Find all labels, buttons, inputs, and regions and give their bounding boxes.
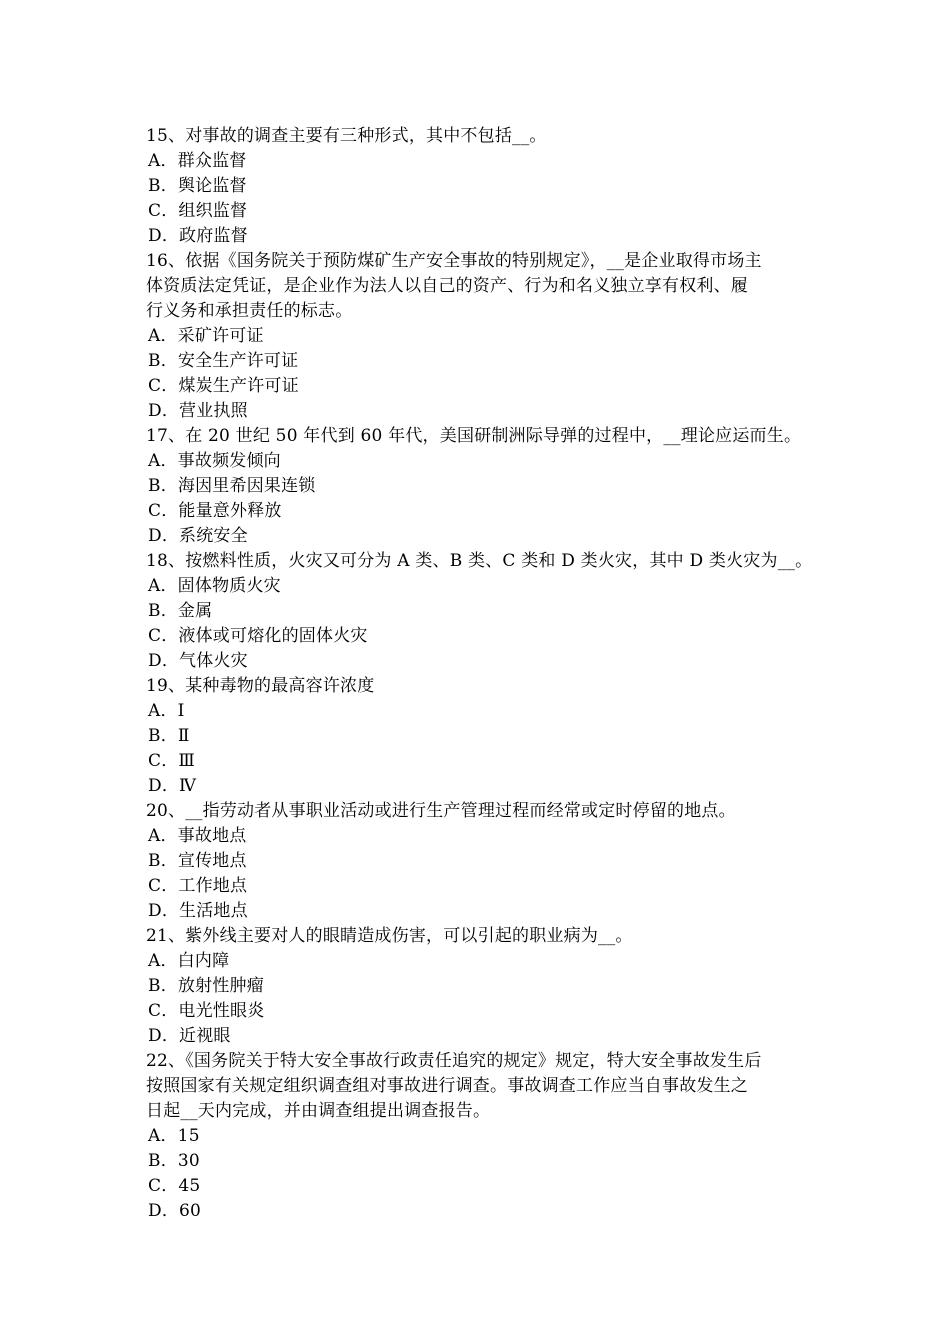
option-d: D．生活地点 [148, 901, 248, 921]
option-c: C．液体或可熔化的固体火灾 [148, 626, 368, 646]
question-22 [146, 1049, 814, 1224]
option-c: C．电光性眼炎 [148, 1001, 265, 1021]
question-19 [146, 674, 814, 799]
option-c: C．能量意外释放 [148, 501, 282, 521]
question-21 [146, 924, 814, 1049]
option-b: B．安全生产许可证 [148, 351, 299, 371]
option-a: A．白内障 [148, 951, 230, 971]
option-c: C．煤炭生产许可证 [148, 376, 299, 396]
option-a: A．Ⅰ [148, 701, 185, 721]
question-text: 19、某种毒物的最高容许浓度 [146, 676, 375, 696]
option-c: C．Ⅲ [148, 751, 196, 771]
question-text: 日起__天内完成，并由调查组提出调查报告。 [146, 1101, 491, 1121]
option-d: D．近视眼 [148, 1026, 231, 1046]
option-c: C．工作地点 [148, 876, 248, 896]
option-d: D．营业执照 [148, 401, 248, 421]
option-a: A．15 [148, 1126, 200, 1146]
option-a: A．固体物质火灾 [148, 576, 281, 596]
option-c: C．45 [148, 1176, 201, 1196]
option-d: D．系统安全 [148, 526, 248, 546]
question-text: 16、依据《国务院关于预防煤矿生产安全事故的特别规定》，__是企业取得市场主 [146, 251, 762, 271]
question-20 [146, 799, 814, 924]
question-text: 22、《国务院关于特大安全事故行政责任追究的规定》规定，特大安全事故发生后 [146, 1051, 762, 1071]
question-18 [146, 549, 814, 674]
option-a: A．采矿许可证 [148, 326, 264, 346]
option-a: A．群众监督 [148, 151, 247, 171]
option-d: D．60 [148, 1201, 202, 1221]
option-c: C．组织监督 [148, 201, 248, 221]
option-b: B．宣传地点 [148, 851, 247, 871]
option-d: D．政府监督 [148, 226, 248, 246]
question-text: 21、紫外线主要对人的眼睛造成伤害，可以引起的职业病为__。 [146, 926, 633, 946]
option-b: B．30 [148, 1151, 200, 1171]
question-text: 15、对事故的调查主要有三种形式，其中不包括__。 [146, 126, 547, 146]
question-text: 20、__指劳动者从事职业活动或进行生产管理过程而经常或定时停留的地点。 [146, 801, 736, 821]
option-b: B．Ⅱ [148, 726, 190, 746]
question-text: 17、在 20 世纪 50 年代到 60 年代，美国研制洲际导弹的过程中，__理论应运而生。 [146, 426, 802, 446]
option-a: A．事故地点 [148, 826, 247, 846]
question-15 [146, 124, 814, 249]
option-d: D．气体火灾 [148, 651, 248, 671]
option-b: B．舆论监督 [148, 176, 247, 196]
document-page [146, 124, 814, 1224]
option-b: B．金属 [148, 601, 213, 621]
option-a: A．事故频发倾向 [148, 451, 281, 471]
question-text: 行义务和承担责任的标志。 [146, 301, 353, 321]
question-text: 18、按燃料性质，火灾又可分为 A 类、B 类、C 类和 D 类火灾，其中 D 类火灾为__。 [146, 551, 813, 571]
question-text: 按照国家有关规定组织调查组对事故进行调查。事故调查工作应当自事故发生之 [146, 1076, 748, 1096]
question-text: 体资质法定凭证，是企业作为法人以自己的资产、行为和名义独立享有权利、履 [146, 276, 748, 296]
option-d: D．Ⅳ [148, 776, 197, 796]
question-17 [146, 424, 814, 549]
option-b: B．海因里希因果连锁 [148, 476, 316, 496]
option-b: B．放射性肿瘤 [148, 976, 264, 996]
question-16 [146, 249, 814, 424]
